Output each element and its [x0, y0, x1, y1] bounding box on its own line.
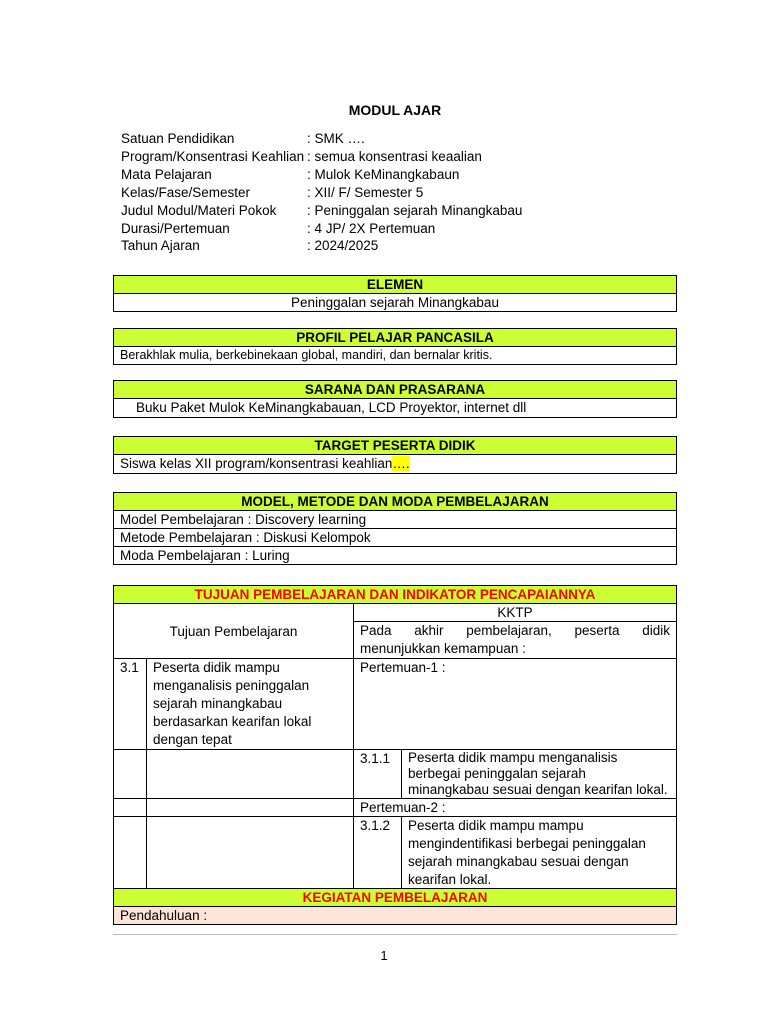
profil-table	[113, 328, 677, 365]
elemen-header: ELEMEN	[114, 276, 677, 294]
info-value: : SMK ….	[307, 131, 365, 146]
target-text: Siswa kelas XII program/konsentrasi keahlian	[120, 456, 393, 471]
model-row: Metode Pembelajaran : Diskusi Kelompok	[114, 529, 677, 547]
model-row: Model Pembelajaran : Discovery learning	[114, 511, 677, 529]
info-row	[121, 202, 522, 220]
info-value: : Mulok KeMinangkabaun	[307, 166, 460, 182]
info-row	[121, 130, 522, 148]
empty-cell	[147, 799, 354, 817]
info-label: Satuan Pendidikan	[121, 131, 235, 146]
target-cell	[114, 455, 677, 474]
tujuan-header: TUJUAN PEMBELAJARAN DAN INDIKATOR PENCAPAIANNYA	[114, 586, 677, 604]
info-label: Tahun Ajaran	[121, 238, 200, 254]
info-row	[121, 148, 522, 166]
empty-cell	[147, 817, 354, 890]
tp-text: Peserta didik mampu menganalisis peninggalan sejarah minangkabau berdasarkan kearifan lokal dengan tepat	[147, 659, 354, 750]
indicator-text: Peserta didik mampu menganalisis berbegai peninggalan sejarah minangkabau sesuai dengan kearifan lokal.	[402, 750, 677, 799]
page-cut-line	[113, 934, 677, 935]
profil-header: PROFIL PELAJAR PANCASILA	[114, 329, 677, 347]
profil-text: Berakhlak mulia, berkebinekaan global, mandiri, dan bernalar kritis.	[114, 347, 677, 365]
model-header: MODEL, METODE DAN MODA PEMBELAJARAN	[114, 493, 677, 511]
info-value: : 4 JP/ 2X Pertemuan	[307, 220, 436, 236]
sarana-table	[113, 380, 677, 418]
target-header: TARGET PESERTA DIDIK	[114, 437, 677, 455]
sarana-header: SARANA DAN PRASARANA	[114, 381, 677, 399]
sarana-text: Buku Paket Mulok KeMinangkabauan, LCD Proyektor, internet dll	[114, 399, 677, 418]
empty-cell	[114, 817, 147, 890]
kktp-intro: Pada akhir pembelajaran, peserta didik menunjukkan kemampuan :	[354, 622, 677, 659]
info-value: : XII/ F/ Semester 5	[307, 184, 424, 200]
info-row	[121, 184, 522, 202]
document-title: MODUL AJAR	[348, 102, 442, 118]
info-label: Program/Konsentrasi Keahlian	[121, 148, 305, 164]
pertemuan-1-label: Pertemuan-1 :	[354, 659, 677, 750]
empty-cell	[147, 750, 354, 799]
module-info-table	[121, 130, 522, 255]
info-label: Kelas/Fase/Semester	[121, 184, 251, 200]
info-value: : Peninggalan sejarah Minangkabau	[307, 202, 523, 218]
info-label: Durasi/Pertemuan	[121, 220, 230, 236]
kegiatan-table	[113, 888, 677, 925]
info-label: Judul Modul/Materi Pokok	[121, 202, 277, 218]
info-row	[121, 166, 522, 184]
target-table	[113, 436, 677, 474]
info-row	[121, 220, 522, 238]
tujuan-table	[113, 585, 677, 890]
indicator-number: 3.1.1	[354, 750, 402, 799]
kegiatan-header: KEGIATAN PEMBELAJARAN	[114, 889, 677, 907]
info-row	[121, 237, 522, 255]
kktp-col-header: KKTP	[354, 604, 677, 622]
page-number: 1	[380, 948, 388, 963]
pendahuluan-label: Pendahuluan :	[114, 907, 677, 925]
indicator-number: 3.1.2	[354, 817, 402, 890]
empty-cell	[114, 750, 147, 799]
tp-number: 3.1	[114, 659, 147, 750]
info-label: Mata Pelajaran	[121, 166, 212, 182]
target-highlight: ….	[392, 456, 410, 471]
indicator-text: Peserta didik mampu mampu mengindentifikasi berbegai peninggalan sejarah minangkabau sesuai dengan kearifan lokal.	[402, 817, 677, 890]
model-row: Moda Pembelajaran : Luring	[114, 547, 677, 565]
elemen-text: Peninggalan sejarah Minangkabau	[114, 294, 677, 312]
pertemuan-2-label: Pertemuan-2 :	[354, 799, 677, 817]
info-value: : 2024/2025	[307, 238, 379, 254]
elemen-table	[113, 275, 677, 312]
info-value: : semua konsentrasi keaalian	[307, 148, 482, 164]
empty-cell	[114, 799, 147, 817]
tujuan-col-header: Tujuan Pembelajaran	[114, 604, 354, 659]
model-table	[113, 492, 677, 565]
